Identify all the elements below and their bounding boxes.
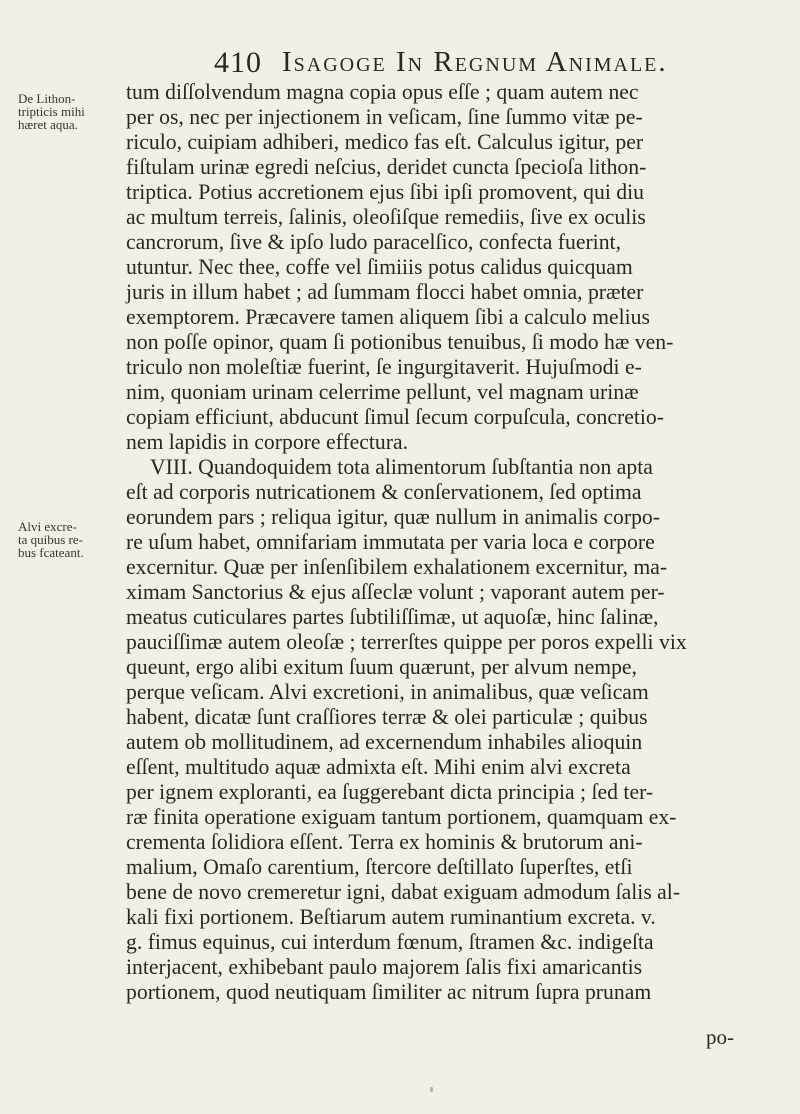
text-line: meatus cuticulares partes ſubtiliſſimæ, ut aquoſæ, hinc ſalinæ,	[126, 605, 659, 629]
text-line: autem ob mollitudinem, ad excernendum inhabiles alioquin	[126, 730, 643, 754]
text-line: fiſtulam urinæ egredi neſcius, deridet cuncta ſpecioſa lithon-	[126, 155, 647, 179]
margin-note-line: Alvi excre-	[18, 519, 77, 534]
page-number: 410	[214, 46, 262, 79]
text-line: utuntur. Nec thee, coffe vel ſimiiis potus calidus quicquam	[126, 255, 633, 279]
text-line: interjacent, exhibebant paulo majorem ſalis fixi amaricantis	[126, 955, 643, 979]
page-header	[214, 44, 774, 84]
text-line: perque veſicam. Alvi excretioni, in animalibus, quæ veſicam	[126, 680, 649, 704]
text-line: ræ finita operatione exiguam tantum portionem, quamquam ex-	[126, 805, 677, 829]
text-line: eſt ad corporis nutricationem & conſervationem, ſed optima	[126, 480, 642, 504]
text-line: riculo, cuipiam adhiberi, medico fas eſt. Calculus igitur, per	[126, 130, 644, 154]
text-line: VIII. Quandoquidem tota alimentorum ſubſtantia non apta	[150, 455, 653, 479]
running-head: Isagoge In Regnum Animale.	[282, 46, 668, 78]
text-line: pauciſſimæ autem oleoſæ ; terrerſtes quippe per poros expelli vix	[126, 630, 687, 654]
text-line: per ignem exploranti, ea ſuggerebant dicta principia ; ſed ter-	[126, 780, 654, 804]
text-line: cancrorum, ſive & ipſo ludo paracelſico, confecta fuerint,	[126, 230, 621, 254]
text-line: crementa ſolidiora eſſent. Terra ex hominis & brutorum ani-	[126, 830, 643, 854]
margin-note-line: ta quibus re-	[18, 532, 83, 547]
text-line: eorundem pars ; reliqua igitur, quæ nullum in animalis corpo-	[126, 505, 660, 529]
text-line: bene de novo cremeretur igni, dabat exiguam admodum ſalis al-	[126, 880, 681, 904]
text-line: eſſent, multitudo aquæ admixta eſt. Mihi enim alvi excreta	[126, 755, 631, 779]
text-line: triptica. Potius accretionem ejus ſibi ipſi promovent, qui diu	[126, 180, 645, 204]
text-line: non poſſe opinor, quam ſi potionibus tenuibus, ſi modo hæ ven-	[126, 330, 674, 354]
text-line: queunt, ergo alibi exitum ſuum quærunt, per alvum nempe,	[126, 655, 637, 679]
text-line: juris in illum habet ; ad ſummam flocci habet omnia, præter	[126, 280, 644, 304]
margin-note-line: hæret aqua.	[18, 117, 78, 132]
text-line: tum diſſolvendum magna copia opus eſſe ; quam autem nec	[126, 80, 639, 104]
margin-note-line: tripticis mihi	[18, 104, 85, 119]
text-line: kali fixi portionem. Beſtiarum autem ruminantium excreta. v.	[126, 905, 656, 929]
text-line: ac multum terreis, ſalinis, oleoſiſque remediis, ſive ex oculis	[126, 205, 646, 229]
margin-note-alvi-excreta	[18, 520, 126, 559]
text-line: re uſum habet, omnifariam immutata per varia loca e corpore	[126, 530, 655, 554]
text-line: per os, nec per injectionem in veſicam, ſine ſummo vitæ pe-	[126, 105, 643, 129]
margin-note-line: De Lithon-	[18, 91, 76, 106]
text-line: nim, quoniam urinam celerrime pellunt, vel magnam urinæ	[126, 380, 639, 404]
text-line: nem lapidis in corpore effectura.	[126, 430, 409, 454]
paper-speck	[430, 1087, 433, 1092]
margin-note-line: bus fcateant.	[18, 545, 84, 560]
text-line: copiam efficiunt, abducunt ſimul ſecum corpuſcula, concretio-	[126, 405, 664, 429]
text-line: ximam Sanctorius & ejus aſſeclæ volunt ; vaporant autem per-	[126, 580, 665, 604]
text-line: exemptorem. Præcavere tamen aliquem ſibi a calculo melius	[126, 305, 650, 329]
text-line: portionem, quod neutiquam ſimiliter ac nitrum ſupra prunam	[126, 980, 652, 1004]
text-line: triculo non moleſtiæ fuerint, ſe ingurgitaverit. Hujuſmodi e-	[126, 355, 642, 379]
text-line: malium, Omaſo carentium, ſtercore deſtillato ſuperſtes, etſi	[126, 855, 633, 879]
body-text	[126, 80, 786, 1005]
text-line: excernitur. Quæ per inſenſibilem exhalationem excernitur, ma-	[126, 555, 668, 579]
margin-note-lithontriptics	[18, 92, 126, 131]
text-line: g. fimus equinus, cui interdum fœnum, ſtramen &c. indigeſta	[126, 930, 654, 954]
catchword: po-	[706, 1025, 734, 1049]
text-line: habent, dicatæ ſunt craſſiores terræ & olei particulæ ; quibus	[126, 705, 648, 729]
